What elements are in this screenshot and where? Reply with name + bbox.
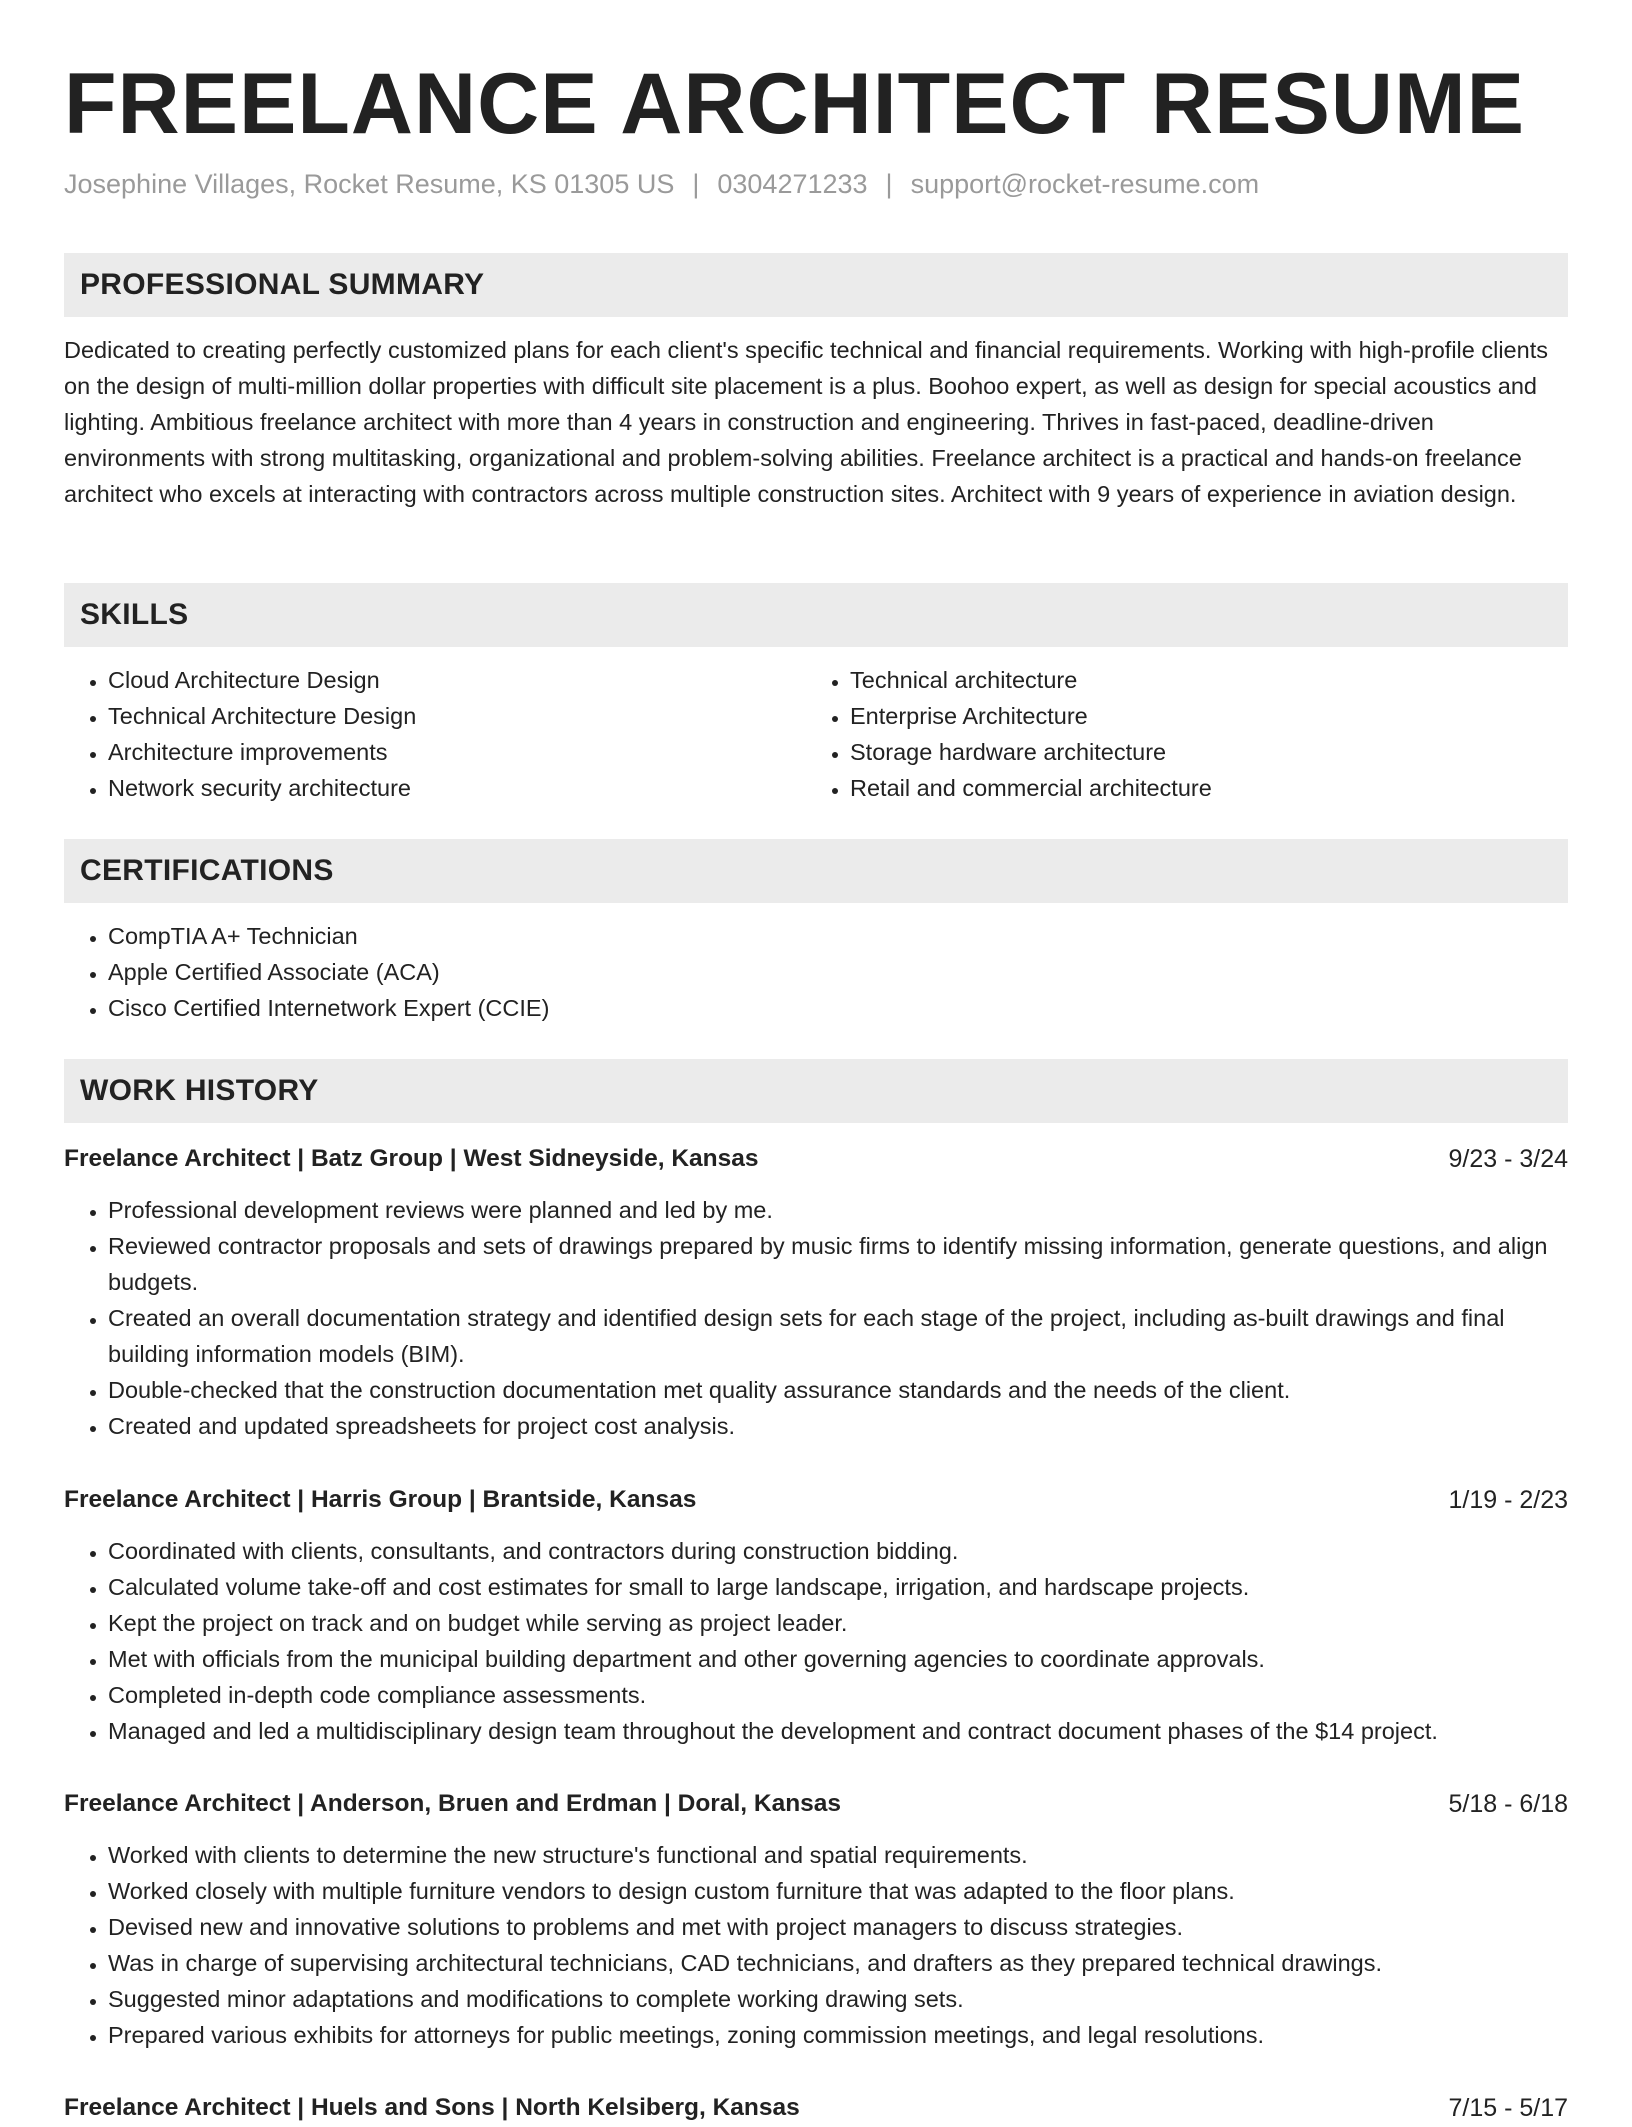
job-bullets	[64, 1192, 1568, 1444]
job-entry	[64, 1140, 1568, 1444]
job-title: Freelance Architect | Huels and Sons | North Kelsiberg, Kansas	[64, 2094, 800, 2121]
contact-phone: 0304271233	[717, 169, 868, 199]
job-header	[64, 1785, 1568, 1823]
job-bullet: • Double-checked that the construction documentation met quality assurance standards and the needs of the client.	[108, 1372, 1568, 1408]
skill-item: • Enterprise Architecture	[850, 698, 1546, 734]
job-dates: 1/19 - 2/23	[1448, 1486, 1568, 1514]
contact-address: Josephine Villages, Rocket Resume, KS 01305 US	[64, 169, 675, 199]
job-bullet: • Created an overall documentation strategy and identified design sets for each stage of the project, including as-built drawings and final building information models (BIM).	[108, 1300, 1568, 1372]
summary-text: Dedicated to creating perfectly customized plans for each client's specific technical and financial requirements. Working with high-profile clients on the design of multi-million dollar properties with difficult site placement is a plus. Boohoo expert, as well as design for special acoustics and lighting. Ambitious freelance architect with more than 4 years in construction and engineering. Thrives in fast-paced, deadline-driven environments with strong multitasking, organizational and problem-solving abilities. Freelance architect is a practical and hands-on freelance architect who excels at interacting with contractors across multiple construction sites. Architect with 9 years of experience in aviation design.	[64, 337, 1548, 507]
job-bullet: • Coordinated with clients, consultants, and contractors during construction bidding.	[108, 1533, 1568, 1569]
skills-column-right	[806, 662, 1546, 806]
job-bullet: • Prepared various exhibits for attorneys for public meetings, zoning commission meetings, and legal resolutions.	[108, 2017, 1568, 2053]
skill-item: • Technical architecture	[850, 662, 1546, 698]
job-bullet: • Worked closely with multiple furniture vendors to design custom furniture that was adapted to the floor plans.	[108, 1873, 1568, 1909]
job-dates: 9/23 - 3/24	[1448, 1145, 1568, 1173]
skill-item: • Technical Architecture Design	[108, 698, 804, 734]
job-bullet: • Calculated volume take-off and cost estimates for small to large landscape, irrigation, and hardscape projects.	[108, 1569, 1568, 1605]
skills-grid	[64, 662, 1568, 812]
job-header	[64, 2089, 1568, 2127]
skill-item: • Network security architecture	[108, 770, 804, 806]
job-header	[64, 1481, 1568, 1519]
job-bullet: • Was in charge of supervising architectural technicians, CAD technicians, and drafters as they prepared technical drawings.	[108, 1945, 1568, 1981]
resume-title: FREELANCE ARCHITECT RESUME	[64, 56, 1525, 152]
certification-item: • Cisco Certified Internetwork Expert (CCIE)	[108, 990, 1568, 1026]
skills-list-right	[806, 662, 1546, 806]
section-heading-work-history: WORK HISTORY	[64, 1059, 1568, 1123]
job-title: Freelance Architect | Anderson, Bruen and Erdman | Doral, Kansas	[64, 1790, 842, 1817]
skill-item: • Storage hardware architecture	[850, 734, 1546, 770]
job-entry	[64, 1481, 1568, 1749]
job-title: Freelance Architect | Harris Group | Brantside, Kansas	[64, 1486, 697, 1513]
skill-item: • Cloud Architecture Design	[108, 662, 804, 698]
job-dates: 5/18 - 6/18	[1448, 1790, 1568, 1818]
job-header	[64, 1140, 1568, 1178]
job-bullet: • Suggested minor adaptations and modifications to complete working drawing sets.	[108, 1981, 1568, 2017]
job-bullet: • Professional development reviews were planned and led by me.	[108, 1192, 1568, 1228]
contact-email: support@rocket-resume.com	[910, 169, 1260, 199]
job-entry	[64, 1785, 1568, 2053]
contact-separator: |	[885, 169, 893, 199]
job-bullet: • Met with officials from the municipal building department and other governing agencies to coordinate approvals.	[108, 1641, 1568, 1677]
job-bullet: • Kept the project on track and on budget while serving as project leader.	[108, 1605, 1568, 1641]
skills-list-left	[64, 662, 804, 806]
certification-item: • Apple Certified Associate (ACA)	[108, 954, 1568, 990]
skills-column-left	[64, 662, 804, 806]
certifications-block	[64, 918, 1568, 1026]
job-bullet: • Worked with clients to determine the new structure's functional and spatial requirements.	[108, 1837, 1568, 1873]
certifications-list	[64, 918, 1568, 1026]
job-bullet: • Completed in-depth code compliance assessments.	[108, 1677, 1568, 1713]
job-bullets	[64, 1837, 1568, 2053]
job-title: Freelance Architect | Batz Group | West Sidneyside, Kansas	[64, 1145, 759, 1172]
job-entry	[64, 2089, 1568, 2127]
skill-item: • Retail and commercial architecture	[850, 770, 1546, 806]
section-heading-skills: SKILLS	[64, 583, 1568, 647]
contact-line	[64, 166, 1259, 202]
contact-separator: |	[692, 169, 700, 199]
job-bullet: • Reviewed contractor proposals and sets of drawings prepared by music firms to identify missing information, generate questions, and align budgets.	[108, 1228, 1568, 1300]
job-bullet: • Managed and led a multidisciplinary design team throughout the development and contract document phases of the $14 project.	[108, 1713, 1568, 1749]
job-dates: 7/15 - 5/17	[1448, 2094, 1568, 2122]
certification-item: • CompTIA A+ Technician	[108, 918, 1568, 954]
skill-item: • Architecture improvements	[108, 734, 804, 770]
job-bullet: • Created and updated spreadsheets for project cost analysis.	[108, 1408, 1568, 1444]
job-bullet: • Devised new and innovative solutions to problems and met with project managers to discuss strategies.	[108, 1909, 1568, 1945]
job-bullets	[64, 1533, 1568, 1749]
section-heading-certifications: CERTIFICATIONS	[64, 839, 1568, 903]
section-heading-summary: PROFESSIONAL SUMMARY	[64, 253, 1568, 317]
